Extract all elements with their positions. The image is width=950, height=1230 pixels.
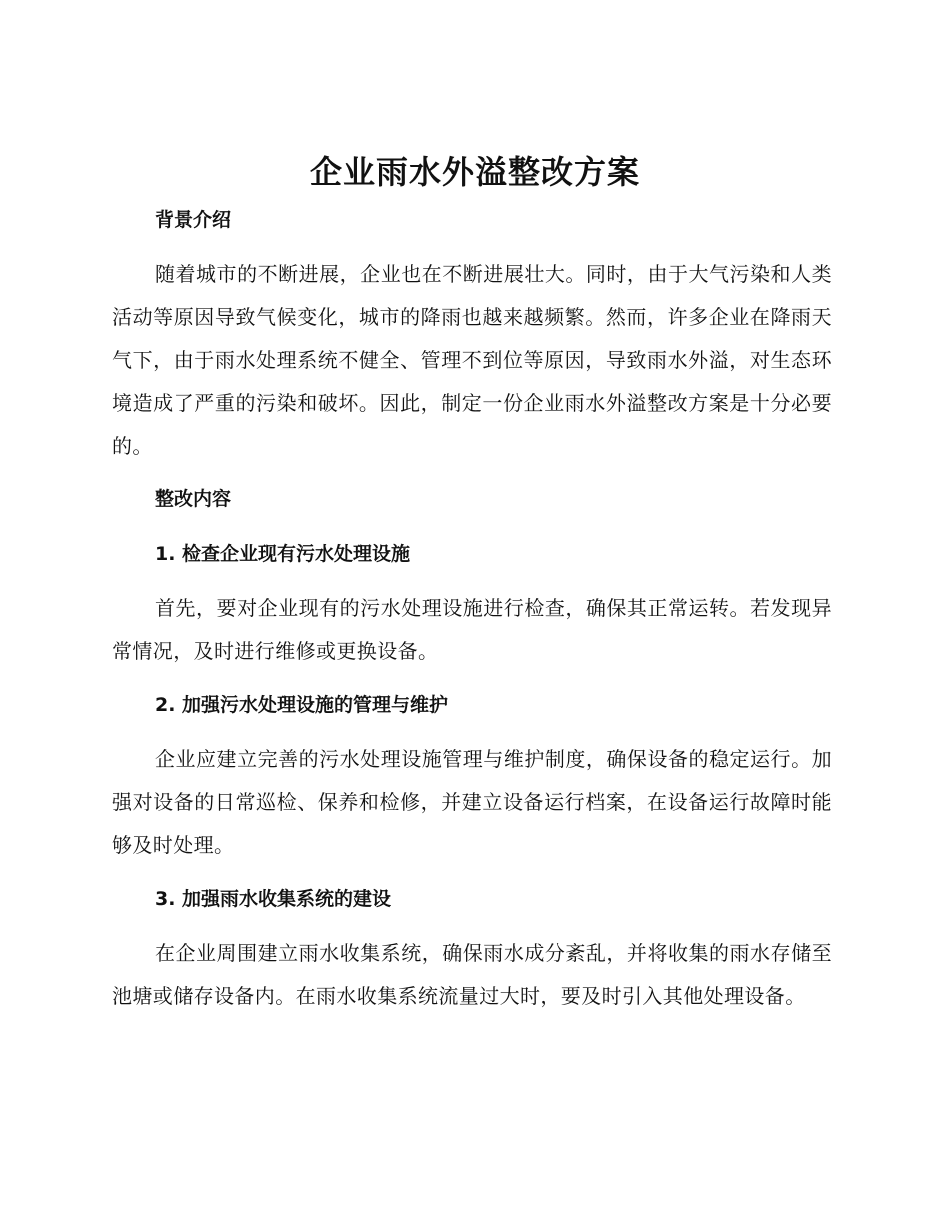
paragraph-background: 随着城市的不断进展，企业也在不断进展壮大。同时，由于大气污染和人类活动等原因导致气候变化，城市的降雨也越来越频繁。然而，许多企业在降雨天气下，由于雨水处理系统不健全、管理不到位等原因，导致雨水外溢，对生态环境造成了严重的污染和破坏。因此，制定一份企业雨水外溢整改方案是十分必要的。 xyxy=(112,262,832,458)
section-heading-rectification: 整改内容 xyxy=(155,488,232,510)
paragraph-item-1: 首先，要对企业现有的污水处理设施进行检查，确保其正常运转。若发现异常情况，及时进行维修或更换设备。 xyxy=(112,596,832,663)
paragraph-item-2: 企业应建立完善的污水处理设施管理与维护制度，确保设备的稳定运行。加强对设备的日常巡检、保养和检修，并建立设备运行档案，在设备运行故障时能够及时处理。 xyxy=(112,747,832,857)
section-heading-background: 背景介绍 xyxy=(155,209,232,231)
item-heading-3: 3. 加强雨水收集系统的建设 xyxy=(155,888,392,910)
item-heading-1: 1. 检查企业现有污水处理设施 xyxy=(155,543,411,565)
document-title: 企业雨水外溢整改方案 xyxy=(309,153,640,191)
item-heading-2: 2. 加强污水处理设施的管理与维护 xyxy=(155,694,449,716)
paragraph-item-3: 在企业周围建立雨水收集系统，确保雨水成分紊乱，并将收集的雨水存储至池塘或储存设备内。在雨水收集系统流量过大时，要及时引入其他处理设备。 xyxy=(112,941,832,1008)
